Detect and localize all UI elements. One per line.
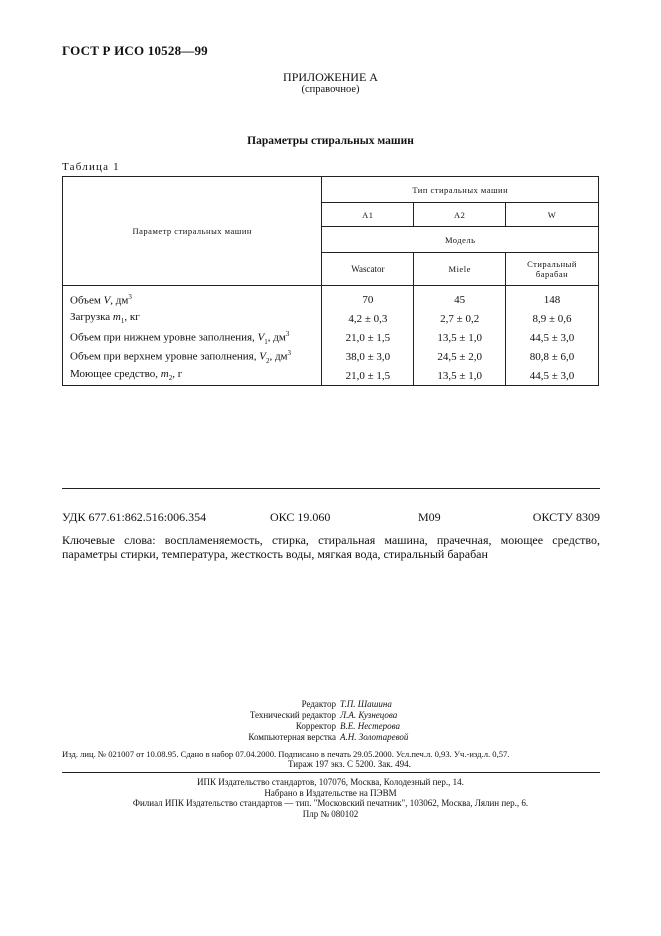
row-value: 148 (506, 286, 599, 310)
corrector-label: Корректор (295, 721, 336, 731)
publication-line: Изд. лиц. № 021007 от 10.08.95. Сдано в набор 07.04.2000. Подписано в печать 29.05.2000. Усл.печ.л. 0,93. Уч.-изд.л. 0,57. (62, 749, 510, 759)
table-row (63, 286, 599, 310)
table-row (63, 309, 599, 328)
row-value: 4,2 ± 0,3 (322, 309, 414, 328)
table-row (63, 347, 599, 366)
okstu-code: ОКСТУ 8309 (532, 510, 600, 524)
row-value: 70 (322, 286, 414, 310)
category-code: М09 (418, 510, 441, 524)
row-value: 80,8 ± 6,0 (506, 347, 599, 366)
row-value: 13,5 ± 1,0 (414, 328, 506, 347)
row-value: 38,0 ± 3,0 (322, 347, 414, 366)
appendix-title: ПРИЛОЖЕНИЕ А (283, 70, 378, 84)
row-value: 44,5 ± 3,0 (506, 366, 599, 386)
row-name: Моющее средство, $m_2$, г (63, 366, 322, 386)
divider (62, 488, 600, 489)
row-value: 13,5 ± 1,0 (414, 366, 506, 386)
section-title: Параметры стиральных машин (247, 135, 414, 147)
row-value: 21,0 ± 1,5 (322, 328, 414, 347)
type-cell: A1 (322, 203, 414, 227)
param-column-header: Параметр стиральных машин (63, 177, 322, 286)
classification-line (62, 510, 600, 526)
row-value: 21,0 ± 1,5 (322, 366, 414, 386)
row-name: Загрузка $m_1$, кг (63, 309, 322, 328)
tech-editor-label: Технический редактор (249, 710, 336, 720)
divider (62, 772, 600, 773)
type-cell: A2 (414, 203, 506, 227)
row-value: 2,7 ± 0,2 (414, 309, 506, 328)
row-name: Объем при верхнем уровне заполнения, $V_2$, $дм^3$ (63, 347, 322, 366)
tech-editor-name: Л.А. Кузнецова (340, 710, 398, 720)
layout-label: Компьютерная верстка (248, 732, 336, 742)
oks-code: ОКС 19.060 (270, 510, 331, 524)
printing-line: Филиал ИПК Издательство стандартов — тип. "Московский печатник", 103062, Москва, Лялин пер., 6. (132, 798, 529, 808)
row-value: 24,5 ± 2,0 (414, 347, 506, 366)
printing-line: Набрано в Издательстве на ПЭВМ (264, 788, 397, 798)
printing-line: ИПК Издательство стандартов, 107076, Москва, Колодезный пер., 14. (197, 777, 464, 787)
model-cell: Wascator (322, 253, 414, 286)
type-header: Тип стиральных машин (322, 177, 599, 203)
row-value: 44,5 ± 3,0 (506, 328, 599, 347)
layout-name: А.Н. Золотаревой (340, 732, 409, 742)
type-cell: W (506, 203, 599, 227)
print-run-line: Тираж 197 экз. С 5200. Зак. 494. (288, 759, 411, 769)
corrector-name: В.Е. Нестерова (340, 721, 400, 731)
editor-label: Редактор (301, 699, 336, 709)
appendix-note: (справочное) (301, 84, 360, 95)
model-cell: Стиральный барабан (506, 253, 599, 286)
model-header: Модель (322, 227, 599, 253)
row-value: 45 (414, 286, 506, 310)
row-name: Объем V, $дм^3$ (63, 286, 322, 310)
editor-name: Т.П. Шашина (340, 699, 392, 709)
document-code: ГОСТ Р ИСО 10528—99 (62, 43, 208, 58)
table-label: Таблица 1 (62, 161, 120, 173)
table-row (63, 366, 599, 386)
table-row (63, 328, 599, 347)
parameters-table (62, 176, 599, 386)
row-value: 8,9 ± 0,6 (506, 309, 599, 328)
model-cell: Miele (414, 253, 506, 286)
keywords: Ключевые слова: воспламеняемость, стирка, стиральная машина, прачечная, моющее средство, параметры стирки, температура, жесткость воды, мягкая вода, стиральный барабан (62, 533, 600, 561)
row-name: Объем при нижнем уровне заполнения, $V_1$, $дм^3$ (63, 328, 322, 347)
udc-code: УДК 677.61:862.516:006.354 (62, 510, 207, 524)
printing-line: Плр № 080102 (302, 809, 359, 819)
